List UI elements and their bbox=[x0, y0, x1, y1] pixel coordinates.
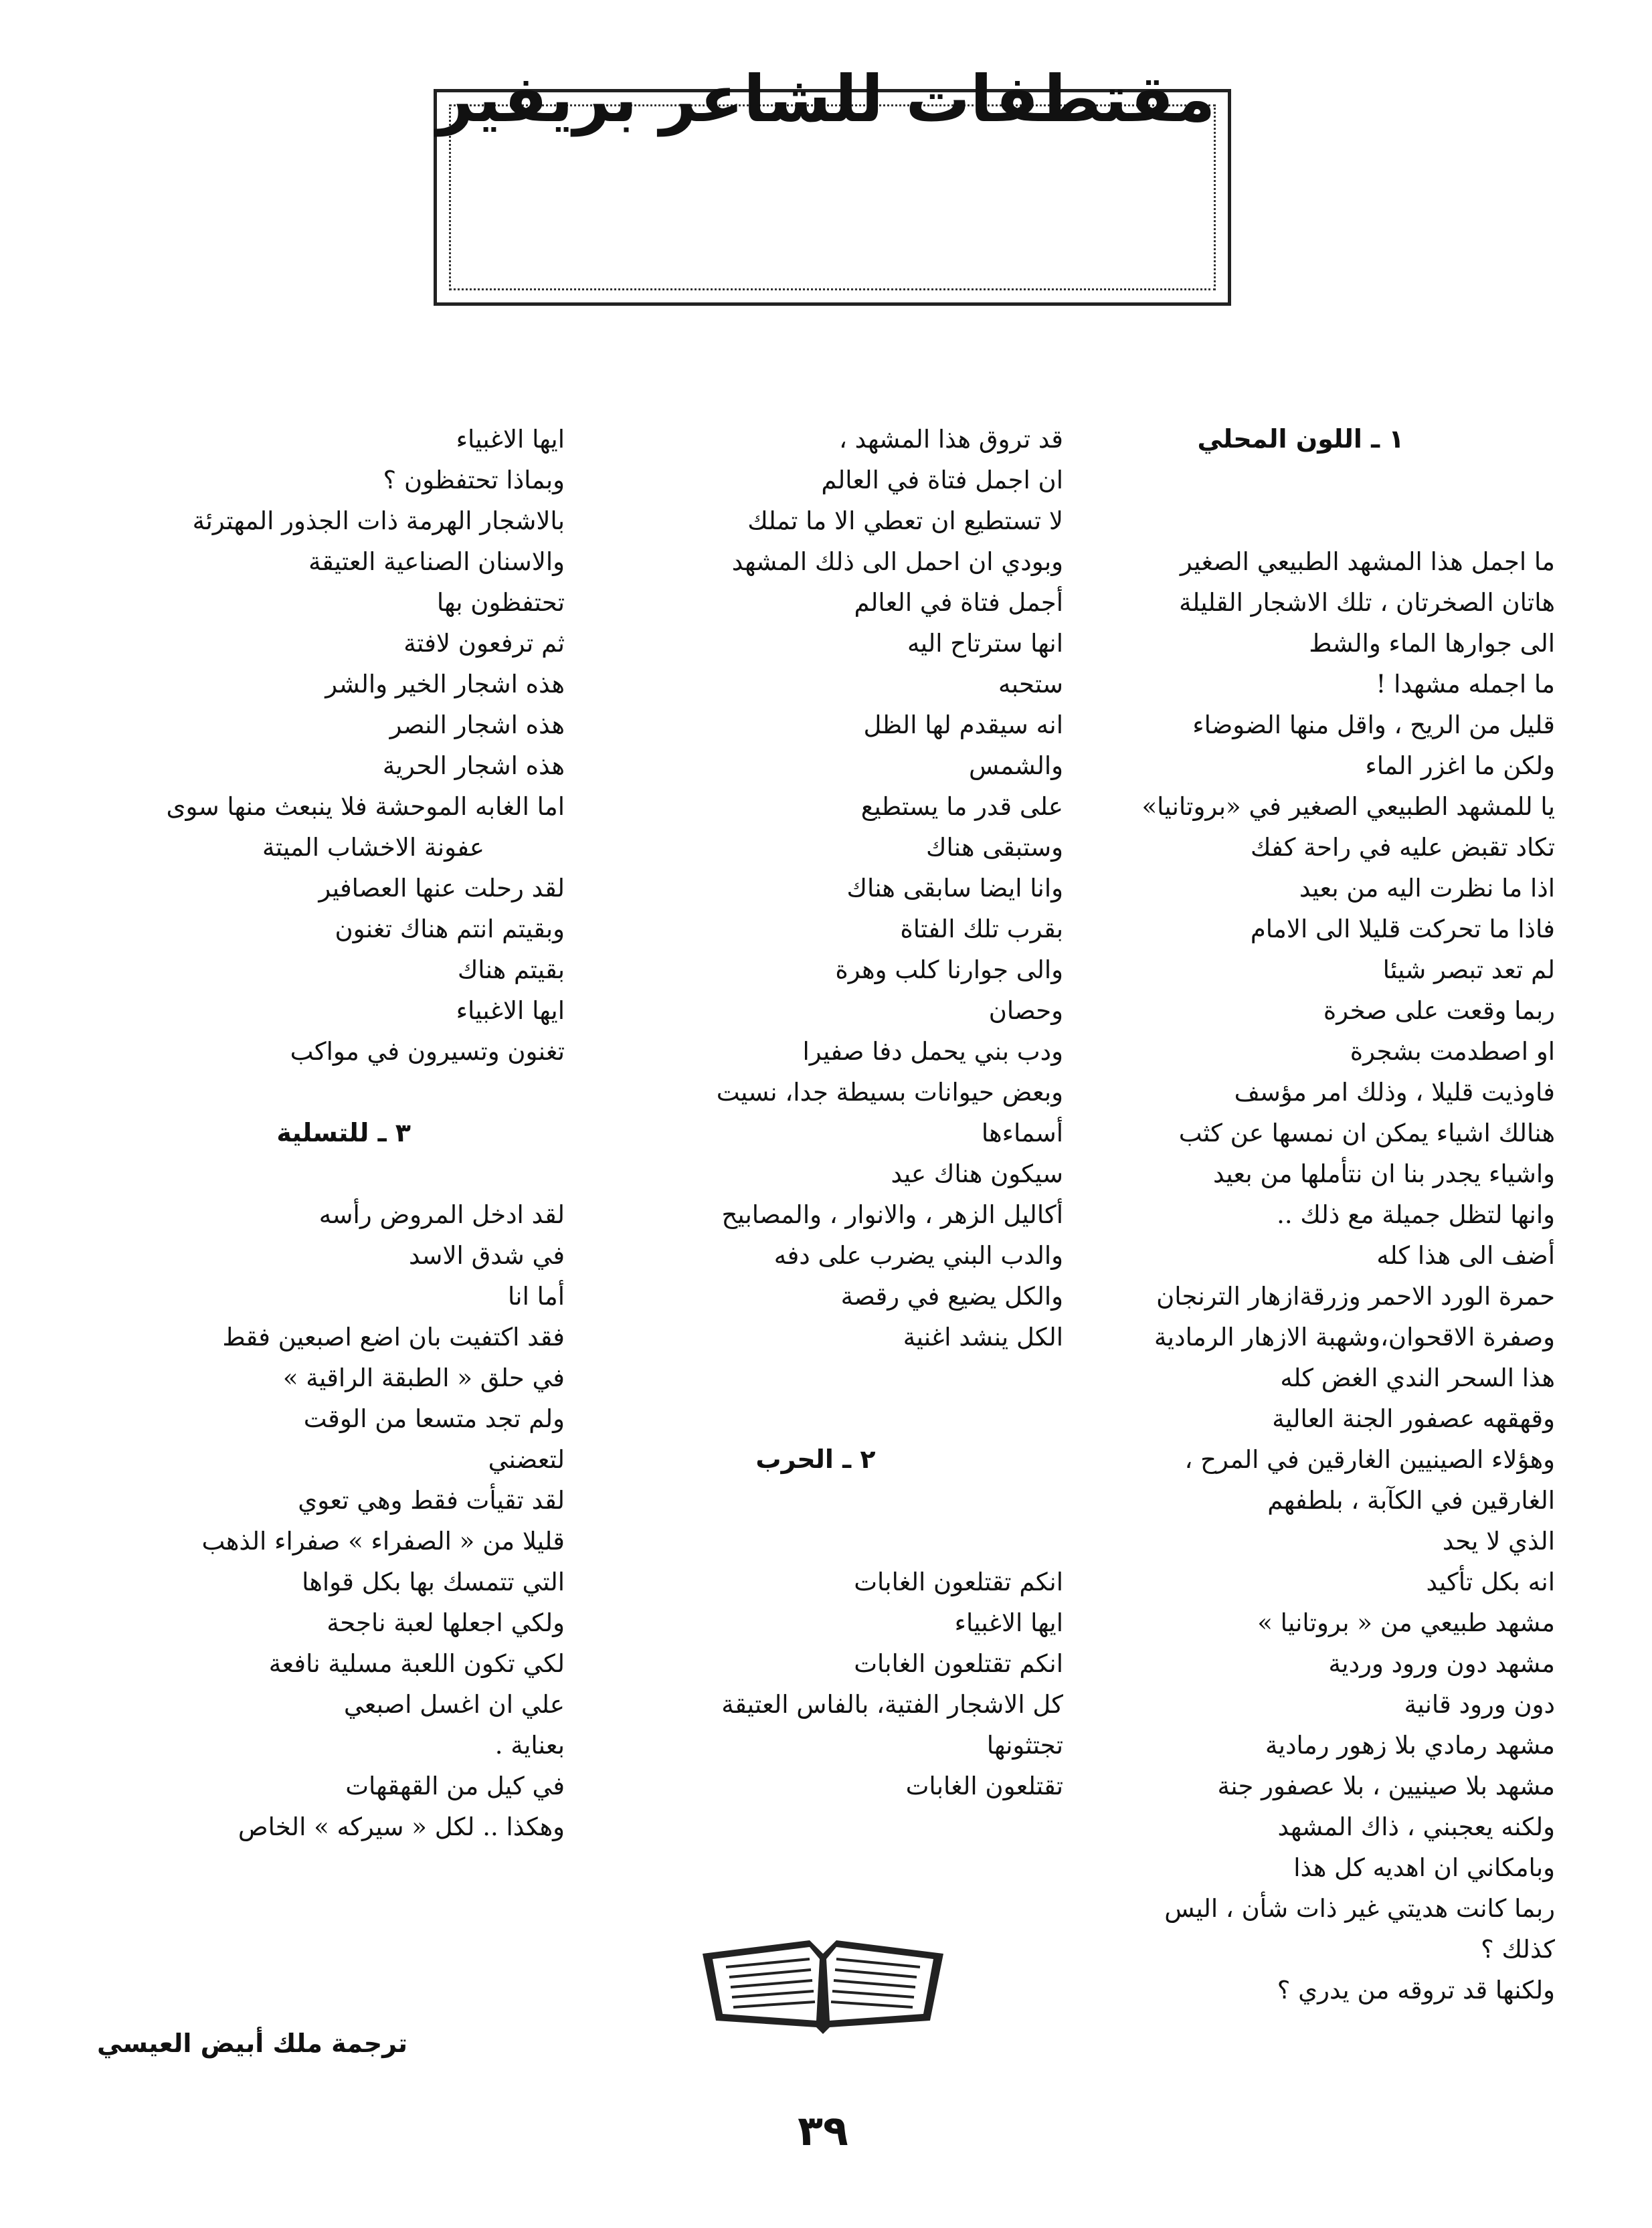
column-middle bbox=[568, 419, 1063, 1806]
poem-line: فاذا ما تحركت قليلا الى الامام bbox=[1250, 915, 1555, 943]
poem-line: وانا ايضا سابقى هناك bbox=[846, 874, 1063, 903]
poem-line: والدب البني يضرب على دفه bbox=[773, 1241, 1063, 1270]
section-3-body bbox=[70, 1194, 565, 1847]
poem-line: أكاليل الزهر ، والانوار ، والمصابيح bbox=[721, 1200, 1063, 1229]
poem-line: لقد تقيأت فقط وهي تعوي bbox=[298, 1486, 565, 1515]
column-right bbox=[1046, 419, 1555, 2011]
poem-line: وحصان bbox=[988, 996, 1063, 1025]
poem-line: أسماءها bbox=[981, 1119, 1063, 1147]
poem-line: الغارقين في الكآبة ، بلطفهم bbox=[1267, 1486, 1555, 1515]
poem-line: ما اجمل هذا المشهد الطبيعي الصغير bbox=[1180, 547, 1555, 576]
poem-line: مشهد دون ورود وردية bbox=[1328, 1649, 1555, 1678]
poem-line: لتعضني bbox=[488, 1445, 565, 1474]
poem-line: او اصطدمت بشجرة bbox=[1350, 1037, 1555, 1066]
poem-line: ايها الاغبياء bbox=[456, 425, 565, 454]
poem-line: وبماذا تحتفظون ؟ bbox=[383, 466, 565, 494]
poem-line: هنالك اشياء يمكن ان نمسها عن كثب bbox=[1178, 1119, 1555, 1147]
poem-line: اما الغابه الموحشة فلا ينبعث منها سوى bbox=[166, 792, 565, 821]
section-1-body bbox=[1046, 541, 1555, 2011]
poem-line: الذي لا يحد bbox=[1442, 1527, 1555, 1556]
poem-line: وانها لتظل جميلة مع ذلك .. bbox=[1277, 1200, 1555, 1229]
poem-line: قليل من الريح ، واقل منها الضوضاء bbox=[1192, 711, 1555, 739]
poem-line: هذه اشجار الخير والشر bbox=[325, 670, 565, 699]
poem-line: وبقيتم انتم هناك تغنون bbox=[335, 915, 565, 943]
poem-line: لقد ادخل المروض رأسه bbox=[318, 1200, 565, 1229]
poem-line: ثم ترفعون لافتة bbox=[403, 629, 565, 658]
poem-line: هاتان الصخرتان ، تلك الاشجار القليلة bbox=[1179, 588, 1555, 617]
poem-line: ربما وقعت على صخرة bbox=[1323, 996, 1555, 1025]
poem-line: وهؤلاء الصينيين الغارقين في المرح ، bbox=[1184, 1445, 1555, 1474]
poem-line: وستبقى هناك bbox=[926, 833, 1063, 862]
poem-line: في شدق الاسد bbox=[409, 1241, 565, 1270]
section-2-continued bbox=[70, 419, 565, 1072]
poem-line: بقرب تلك الفتاة bbox=[900, 915, 1063, 943]
poem-line: هذا السحر الندي الغض كله bbox=[1280, 1364, 1555, 1392]
poem-line: هذه اشجار الحرية bbox=[382, 751, 565, 780]
poem-line: كذلك ؟ bbox=[1481, 1935, 1555, 1964]
poem-line: ولم تجد متسعا من الوقت bbox=[303, 1404, 565, 1433]
poem-line: والى جوارنا كلب وهرة bbox=[835, 955, 1063, 984]
poem-line: تغنون وتسيرون في مواكب bbox=[290, 1037, 565, 1066]
poem-line: ولكنها قد تروقه من يدري ؟ bbox=[1277, 1976, 1555, 2005]
column-left bbox=[70, 419, 565, 1847]
poem-line: على قدر ما يستطيع bbox=[860, 792, 1063, 821]
section-1-continued bbox=[568, 419, 1063, 1358]
poem-line: بالاشجار الهرمة ذات الجذور المهترئة bbox=[192, 506, 565, 535]
poem-line: ودب بني يحمل دفا صفيرا bbox=[802, 1037, 1063, 1066]
poem-line: ما اجمله مشهدا ! bbox=[1376, 670, 1555, 699]
poem-line: وبعض حيوانات بسيطة جدا، نسيت bbox=[716, 1078, 1063, 1107]
poem-line: لا تستطيع ان تعطي الا ما تملك bbox=[747, 506, 1063, 535]
poem-line: ولكنه يعجبني ، ذاك المشهد bbox=[1277, 1813, 1555, 1841]
poem-line: انه سيقدم لها الظل bbox=[863, 711, 1063, 739]
poem-line: مشهد بلا صينيين ، بلا عصفور جنة bbox=[1217, 1772, 1555, 1800]
poem-line: قليلا من « الصفراء » صفراء الذهب bbox=[201, 1527, 565, 1556]
poem-line: الكل ينشد اغنية bbox=[903, 1323, 1063, 1352]
poem-line: علي ان اغسل اصبعي bbox=[343, 1690, 565, 1719]
poem-line: تكاد تقبض عليه في راحة كفك bbox=[1250, 833, 1555, 862]
section-2-heading: ٢ ـ الحرب bbox=[755, 1445, 876, 1474]
poem-line: أما انا bbox=[508, 1282, 565, 1311]
poem-line: اذا ما نظرت اليه من بعيد bbox=[1299, 874, 1555, 903]
poem-line: لم تعد تبصر شيئا bbox=[1382, 955, 1555, 984]
poem-line: لقد رحلت عنها العصافير bbox=[318, 874, 565, 903]
poem-line: تقتلعون الغابات bbox=[905, 1772, 1063, 1800]
poem-line: التي تتمسك بها بكل قواها bbox=[302, 1568, 565, 1596]
page-number: ٣٩ bbox=[798, 2106, 848, 2155]
poem-line: يا للمشهد الطبيعي الصغير في «بروتانيا» bbox=[1141, 792, 1555, 821]
poem-line: والاسنان الصناعية العتيقة bbox=[308, 547, 565, 576]
poem-line: وقهقهه عصفور الجنة العالية bbox=[1272, 1404, 1555, 1433]
poem-line: ربما كانت هديتي غير ذات شأن ، اليس bbox=[1164, 1894, 1555, 1923]
poem-line: في كيل من القهقهات bbox=[345, 1772, 565, 1800]
poem-line: مشهد رمادي بلا زهور رمادية bbox=[1265, 1731, 1555, 1760]
poem-line: فاوذيت قليلا ، وذلك امر مؤسف bbox=[1234, 1078, 1555, 1107]
poem-line: تجتثونها bbox=[986, 1731, 1063, 1760]
poem-line: في حلق « الطبقة الراقية » bbox=[282, 1364, 565, 1392]
section-2-body bbox=[568, 1562, 1063, 1806]
open-book-icon bbox=[689, 1927, 957, 2041]
page-title: مقتطفات للشاعر بريفير bbox=[436, 62, 1216, 136]
poem-line: ولكي اجعلها لعبة ناجحة bbox=[327, 1608, 565, 1637]
section-3-heading: ٣ ـ للتسلية bbox=[276, 1118, 411, 1147]
poem-line: والكل يضيع في رقصة bbox=[840, 1282, 1063, 1311]
poem-line: والشمس bbox=[969, 751, 1063, 780]
poem-line: وهكذا .. لكل « سيركه » الخاص bbox=[238, 1813, 565, 1841]
poem-line: دون ورود قانية bbox=[1404, 1690, 1555, 1719]
poem-line: ان اجمل فتاة في العالم bbox=[821, 466, 1063, 494]
poem-line: وصفرة الاقحوان،وشهبة الازهار الرمادية bbox=[1154, 1323, 1555, 1352]
poem-line: قد تروق هذا المشهد ، bbox=[838, 425, 1063, 454]
poem-line: وبامكاني ان اهديه كل هذا bbox=[1293, 1853, 1555, 1882]
poem-line: ستحبه bbox=[998, 670, 1063, 699]
poem-line: واشياء يجدر بنا ان نتأملها من بعيد bbox=[1212, 1159, 1555, 1188]
poem-line: بقيتم هناك bbox=[457, 955, 565, 984]
poem-line: لكي تكون اللعبة مسلية نافعة bbox=[268, 1649, 565, 1678]
poem-line: فقد اكتفيت بان اضع اصبعين فقط bbox=[222, 1323, 565, 1352]
poem-line: انه بكل تأكيد bbox=[1426, 1568, 1555, 1596]
poem-line: وبودي ان احمل الى ذلك المشهد bbox=[731, 547, 1063, 576]
poem-line: حمرة الورد الاحمر وزرقةازهار الترنجان bbox=[1156, 1282, 1555, 1311]
poem-line: الى جوارها الماء والشط bbox=[1309, 629, 1555, 658]
poem-line: مشهد طبيعي من « بروتانيا » bbox=[1257, 1608, 1555, 1637]
poem-line: أضف الى هذا كله bbox=[1376, 1241, 1555, 1270]
poem-line: انكم تقتلعون الغابات bbox=[854, 1568, 1063, 1596]
translator-credit: ترجمة ملك أبيض العيسي bbox=[97, 2029, 407, 2058]
poem-line: سيكون هناك عيد bbox=[891, 1159, 1063, 1188]
poem-line: ايها الاغبياء bbox=[954, 1608, 1063, 1637]
poem-line: ولكن ما اغزر الماء bbox=[1365, 751, 1555, 780]
poem-line: بعناية . bbox=[494, 1731, 565, 1760]
poem-line: ايها الاغبياء bbox=[456, 996, 565, 1025]
poem-line: كل الاشجار الفتية، بالفاس العتيقة bbox=[721, 1690, 1063, 1719]
section-1-heading: ١ ـ اللون المحلي bbox=[1197, 424, 1404, 454]
poem-line: هذه اشجار النصر bbox=[389, 711, 565, 739]
poem-line: تحتفظون بها bbox=[436, 588, 565, 617]
poem-line: انها سترتاح اليه bbox=[907, 629, 1063, 658]
poem-line: أجمل فتاة في العالم bbox=[854, 588, 1063, 617]
poem-line: انكم تقتلعون الغابات bbox=[854, 1649, 1063, 1678]
poem-line: عفونة الاخشاب الميتة bbox=[262, 833, 484, 862]
